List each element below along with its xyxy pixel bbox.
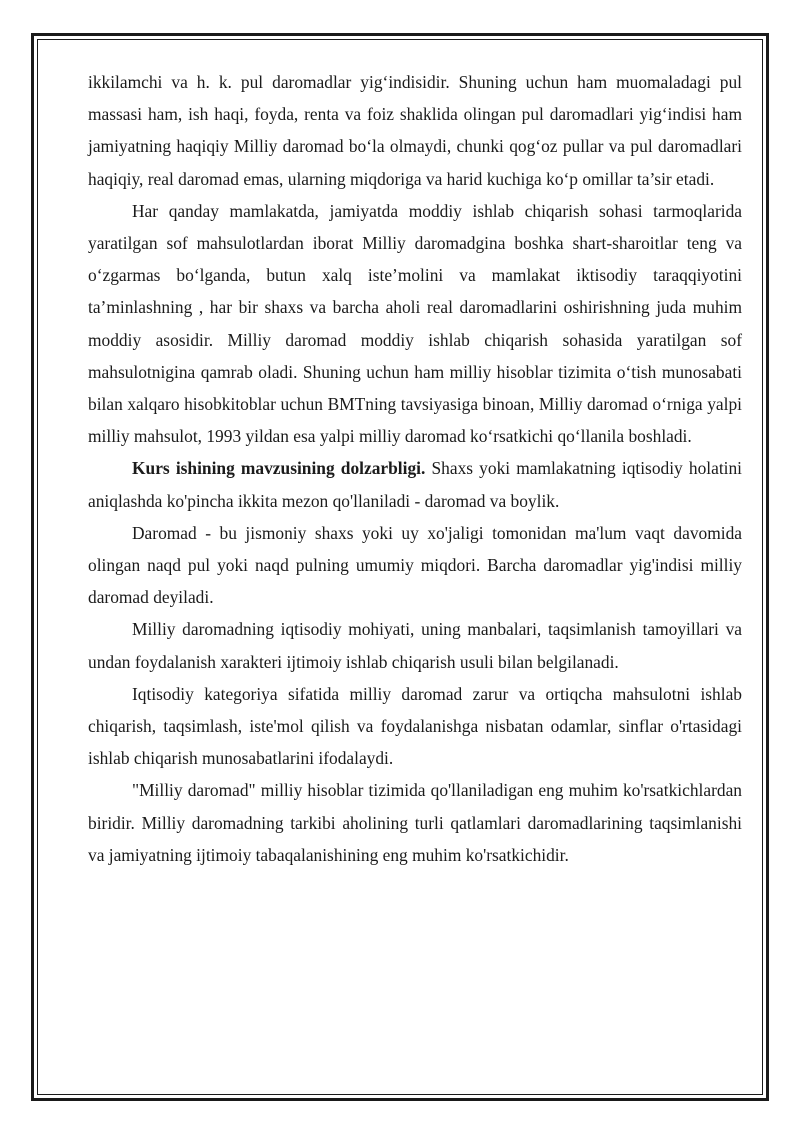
paragraph-text: "Milliy daromad" milliy hisoblar tizimida qo'llaniladigan eng muhim ko'rsatkichlardan biridir. Milliy daromadning tarkibi aholining turli qatlamlari daromadlarining taqsimlanishi va jamiyatning ijtimoiy tabaqalanishining eng muhim ko'rsatkichidir. <box>88 780 742 865</box>
paragraph-text: Shaxs yoki mamlakatning iqtisodiy holatini aniqlashda ko'pincha ikkita mezon qo'llaniladi - daromad va boylik. <box>88 458 743 511</box>
section-heading-inline: Kurs ishining mavzusining dolzarbligi. <box>132 458 426 479</box>
paragraph-relevance <box>88 452 742 516</box>
paragraph-text: Milliy daromadning iqtisodiy mohiyati, uning manbalari, taqsimlanish tamoyillari va undan foydalanish xarakteri ijtimoiy ishlab chiqarish usuli bilan belgilanadi. <box>88 619 742 672</box>
paragraph-continuation <box>88 66 742 195</box>
paragraph <box>88 517 742 614</box>
paragraph-text: Har qanday mamlakatda, jamiyatda moddiy ishlab chiqarish sohasi tarmoqlarida yaratilgan sof mahsulotlardan iborat Milliy daromadgina boshka shart-sharoitlar teng va o‘zgarmas bo‘lganda, butun xalq iste’molini va mamlakat iktisodiy taraqqiyotini ta’minlashning , har bir shaxs va barcha aholi real daromadlarini oshirishning juda muhim moddiy asosidir. Milliy daromad moddiy ishlab chiqarish sohasida yaratilgan sof mahsulotnigina qamrab oladi. Shuning uchun ham milliy hisoblar tizimita o‘tish munosabati bilan xalqaro hisobkitoblar uchun BMTning tavsiyasiga binoan, Milliy daromad o‘rniga yalpi milliy mahsulot, 1993 yildan esa yalpi milliy daromad ko‘rsatkichi qo‘llanila boshladi. <box>88 200 742 447</box>
paragraph <box>88 678 742 775</box>
paragraph <box>88 774 742 871</box>
paragraph-text: ikkilamchi va h. k. pul daromadlar yig‘indisidir. Shuning uchun ham muomaladagi pul massasi ham, ish haqi, foyda, renta va foiz shaklida olingan pul daromadlari yig‘indisi ham jamiyatning haqiqiy Milliy daromad bo‘la olmaydi, chunki qog‘oz pullar va pul daromadlari haqiqiy, real daromad emas, ularning miqdoriga va harid kuchiga ko‘p omillar ta’sir etadi. <box>88 72 742 189</box>
paragraph-text: Iqtisodiy kategoriya sifatida milliy daromad zarur va ortiqcha mahsulotni ishlab chiqarish, taqsimlash, iste'mol qilish va foydalanishga nisbatan odamlar, sinflar o'rtasidagi ishlab chiqarish munosabatlarini ifodalaydi. <box>88 683 742 769</box>
paragraph-text: Daromad - bu jismoniy shaxs yoki uy xo'jaligi tomonidan ma'lum vaqt davomida olingan naqd pul yoki naqd pulning umumiy miqdori. Barcha daromadlar yig'indisi milliy daromad deyiladi. <box>88 522 742 608</box>
paragraph <box>88 195 742 453</box>
paragraph <box>88 613 742 677</box>
document-body <box>88 66 742 871</box>
